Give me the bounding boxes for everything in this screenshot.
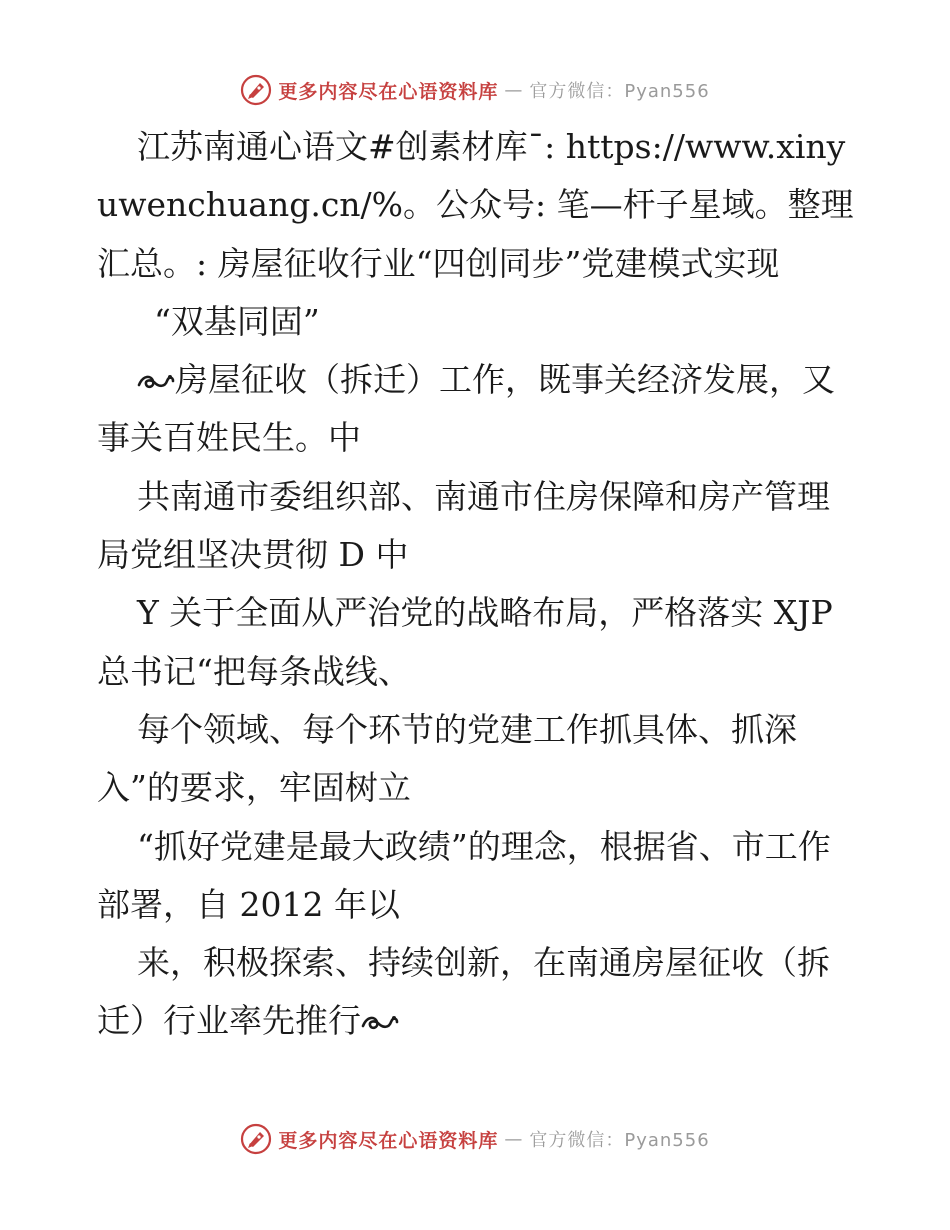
header-banner-sub-text: 官方微信：Pyan556 xyxy=(529,81,710,102)
pen-nib-icon xyxy=(240,74,272,106)
header-banner-main-text: 更多内容尽在心语资料库 xyxy=(278,80,499,103)
header-banner-dash: — xyxy=(504,79,524,101)
paragraph-intro: 江苏南通心语文#创素材库¯: https://www.xinyuwenchuang.cn/%。公众号: 笔—杆子星域。整理汇总。: 房屋征收行业“四创同步”党建模式实现 xyxy=(97,127,854,283)
paragraph-4: 共南通市委组织部、南通市住房保障和房产管理局党组坚决贯彻 D 中 xyxy=(97,476,830,575)
header-banner xyxy=(0,70,950,110)
footer-banner-main-text: 更多内容尽在心语资料库 xyxy=(278,1129,499,1152)
paragraph-7: “抓好党建是最大政绩”的理念，根据省、市工作部署，自 2012 年以 xyxy=(97,826,831,924)
footer-banner-sub-text: 官方微信：Pyan556 xyxy=(529,1130,710,1151)
pen-nib-icon xyxy=(240,1123,272,1155)
ornament-swirl-icon xyxy=(137,369,175,393)
paragraph-subtitle: “双基同固” xyxy=(154,301,320,341)
paragraph-5: Y 关于全面从严治党的战略布局，严格落实 XJP 总书记“把每条战线、 xyxy=(97,593,833,691)
paragraph-8-text: 来，积极探索、持续创新，在南通房屋征收（拆迁）行业率先推行 xyxy=(97,943,830,1041)
header-banner-inner xyxy=(240,74,709,106)
ornament-swirl-icon xyxy=(361,1010,399,1034)
paragraph-6: 每个领域、每个环节的党建工作抓具体、抓深入”的要求，牢固树立 xyxy=(97,709,797,808)
footer-banner xyxy=(0,1119,950,1159)
paragraph-8 xyxy=(97,934,857,1051)
paragraph-3 xyxy=(97,351,857,468)
footer-banner-dash: — xyxy=(504,1128,524,1150)
footer-banner-inner xyxy=(240,1123,709,1155)
document-body xyxy=(97,118,857,1051)
paragraph-3-text: 房屋征收（拆迁）工作，既事关经济发展，又事关百姓民生。中 xyxy=(97,360,835,458)
